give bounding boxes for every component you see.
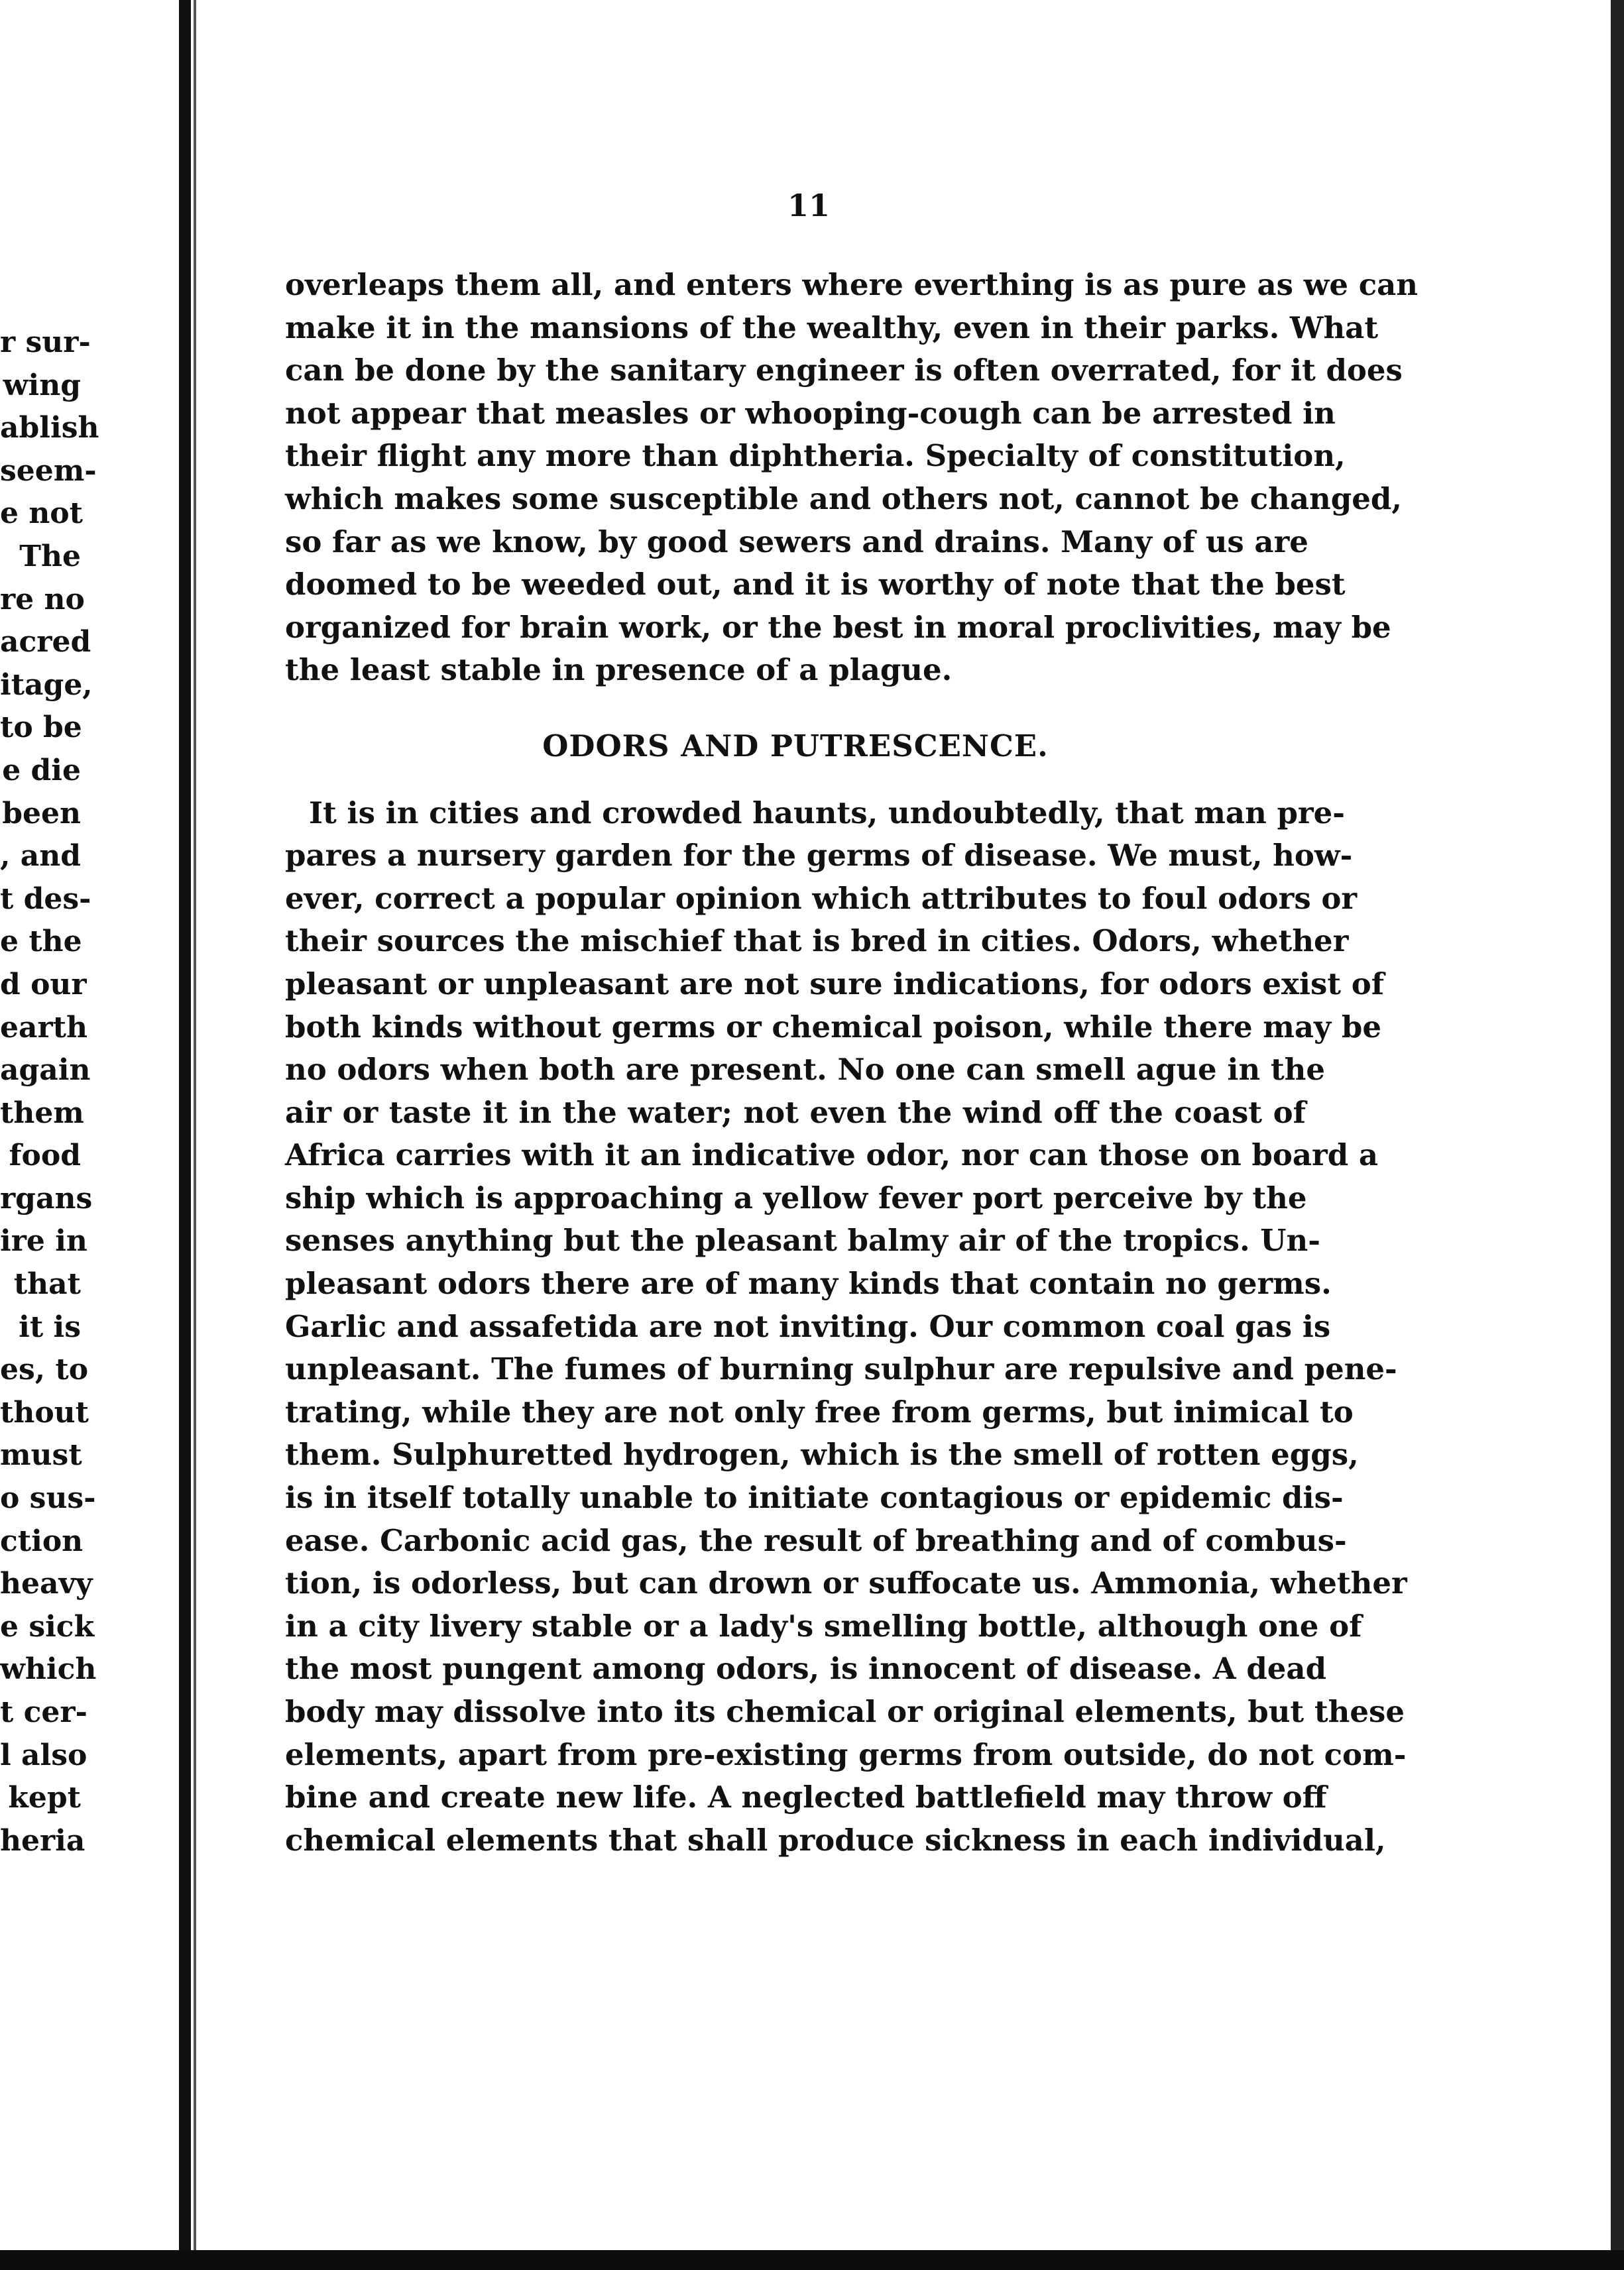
- text-line: can be done by the sanitary engineer is often overrated, for it does: [285, 353, 1403, 388]
- text-line: pares a nursery garden for the germs of disease. We must, how-: [285, 838, 1353, 874]
- text-line: rgans: [0, 1181, 93, 1216]
- text-line: earth: [0, 1010, 87, 1045]
- text-line: The: [19, 539, 81, 573]
- text-line: ship which is approaching a yellow fever port perceive by the: [285, 1180, 1307, 1216]
- text-line: overleaps them all, and enters where everthing is as pure as we can: [285, 267, 1418, 302]
- text-line: organized for brain work, or the best in moral proclivities, may be: [285, 609, 1391, 645]
- text-line: not appear that measles or whooping-cough can be arrested in: [285, 395, 1336, 431]
- binding-edge: [179, 0, 191, 2270]
- paragraph-2: [285, 792, 1407, 1862]
- text-line: e the: [0, 925, 82, 959]
- text-column: [285, 264, 1418, 1862]
- text-line: , and: [0, 839, 81, 874]
- text-line: acred: [0, 625, 91, 659]
- text-line: elements, apart from pre-existing germs from outside, do not com-: [285, 1736, 1407, 1772]
- text-line: It is in cities and crowded haunts, undoubtedly, that man pre-: [309, 795, 1345, 830]
- text-line: that: [13, 1267, 81, 1302]
- text-line: so far as we know, by good sewers and drains. Many of us are: [285, 524, 1308, 559]
- text-line: heria: [0, 1823, 86, 1858]
- binding-shadow: [194, 0, 196, 2270]
- text-line: thout: [0, 1395, 89, 1430]
- text-line: itage,: [0, 667, 93, 702]
- text-line: heavy: [0, 1567, 93, 1601]
- text-line: ction: [0, 1524, 84, 1558]
- text-line: their flight any more than diphtheria. Specialty of constitution,: [285, 438, 1346, 474]
- text-line: unpleasant. The fumes of burning sulphur are repulsive and pene-: [285, 1351, 1397, 1387]
- text-line: seem-: [0, 453, 97, 488]
- text-line: ease. Carbonic acid gas, the result of breathing and of combus-: [285, 1522, 1347, 1558]
- text-line: is in itself totally unable to initiate contagious or epidemic dis-: [285, 1480, 1344, 1516]
- text-line: e sick: [0, 1609, 95, 1644]
- facing-page-fragment: [0, 321, 99, 1862]
- text-line: o sus-: [0, 1481, 96, 1516]
- text-line: been: [2, 796, 81, 830]
- text-line: Garlic and assafetida are not inviting. Our common coal gas is: [285, 1308, 1331, 1344]
- text-line: which makes some susceptible and others not, cannot be changed,: [285, 481, 1402, 516]
- text-line: trating, while they are not only free from germs, but inimical to: [285, 1394, 1354, 1430]
- text-line: food: [9, 1139, 81, 1173]
- text-line: must: [0, 1438, 82, 1473]
- bottom-scan-edge: [0, 2250, 1624, 2270]
- text-line: the least stable in presence of a plague.: [285, 652, 953, 688]
- text-line: chemical elements that shall produce sickness in each individual,: [285, 1822, 1386, 1858]
- text-line: doomed to be weeded out, and it is worthy of note that the best: [285, 567, 1346, 602]
- text-line: t cer-: [0, 1695, 87, 1729]
- text-line: them: [0, 1096, 84, 1130]
- text-line: kept: [8, 1781, 81, 1815]
- section-heading: ODORS AND PUTRESCENCE.: [542, 728, 1049, 764]
- text-line: d our: [0, 967, 87, 1001]
- paragraph-1: [285, 264, 1418, 692]
- text-line: pleasant or unpleasant are not sure indications, for odors exist of: [285, 966, 1385, 1001]
- text-line: in a city livery stable or a lady's smelling bottle, although one of: [285, 1608, 1362, 1644]
- text-line: senses anything but the pleasant balmy air of the tropics. Un-: [285, 1223, 1320, 1259]
- page-number: 11: [787, 188, 830, 223]
- text-line: Africa carries with it an indicative odor, nor can those on board a: [285, 1137, 1379, 1173]
- text-line: l also: [0, 1738, 87, 1772]
- text-line: r sur-: [0, 325, 91, 359]
- text-line: e not: [0, 496, 83, 531]
- text-line: both kinds without germs or chemical poison, while there may be: [285, 1009, 1381, 1045]
- text-line: wing: [3, 368, 81, 402]
- text-line: ire in: [0, 1224, 87, 1259]
- text-line: re no: [0, 582, 85, 616]
- right-page-edge: [1611, 0, 1624, 2270]
- text-line: ablish: [0, 411, 99, 445]
- text-line: them. Sulphuretted hydrogen, which is the smell of rotten eggs,: [285, 1437, 1359, 1473]
- text-line: the most pungent among odors, is innocent of disease. A dead: [285, 1651, 1327, 1687]
- text-line: e die: [2, 753, 81, 787]
- text-line: air or taste it in the water; not even the wind off the coast of: [285, 1094, 1306, 1130]
- text-line: which: [0, 1652, 97, 1687]
- text-line: ever, correct a popular opinion which attributes to foul odors or: [285, 880, 1358, 916]
- text-line: t des-: [0, 881, 91, 916]
- text-line: es, to: [0, 1353, 89, 1387]
- text-line: bine and create new life. A neglected battlefield may throw off: [285, 1780, 1327, 1815]
- text-line: their sources the mischief that is bred in cities. Odors, whether: [285, 923, 1349, 959]
- text-line: again: [0, 1053, 91, 1088]
- text-line: pleasant odors there are of many kinds that contain no germs.: [285, 1266, 1332, 1302]
- text-line: make it in the mansions of the wealthy, even in their parks. What: [285, 310, 1379, 345]
- text-line: it is: [19, 1310, 81, 1344]
- text-line: no odors when both are present. No one can smell ague in the: [285, 1052, 1325, 1088]
- text-line: tion, is odorless, but can drown or suffocate us. Ammonia, whether: [285, 1565, 1407, 1601]
- text-line: to be: [0, 710, 82, 745]
- text-line: body may dissolve into its chemical or original elements, but these: [285, 1694, 1405, 1729]
